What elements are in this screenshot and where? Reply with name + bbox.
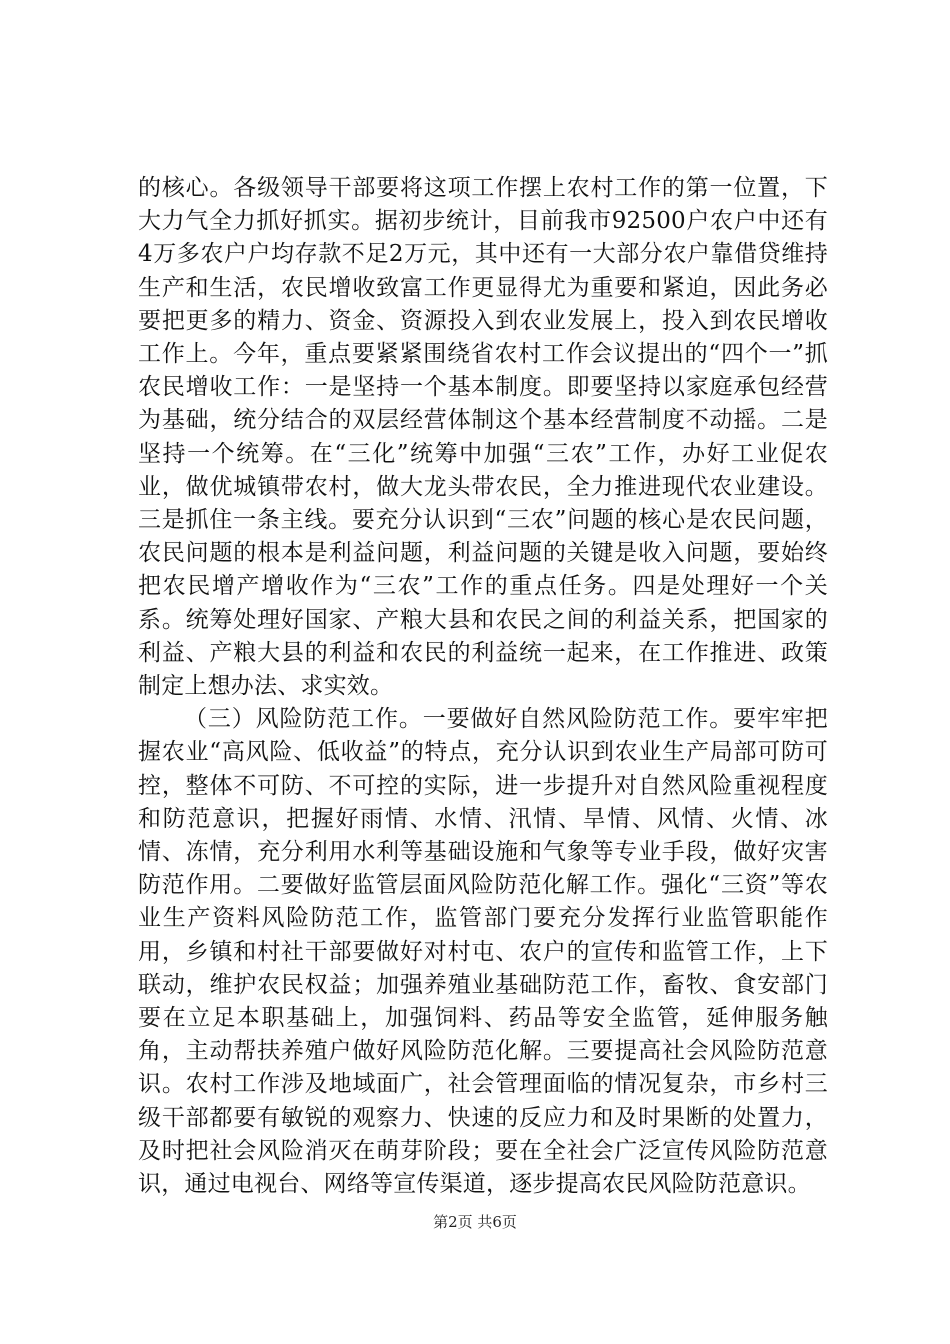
paragraph-continuation: 的核心。各级领导干部要将这项工作摆上农村工作的第一位置，下大力气全力抓好抓实。据初步统计，目前我市92500户农户中还有4万多农户户均存款不足2万元，其中还有一大部分农户靠借贷维持生产和生活，农民增收致富工作更显得尤为重要和紧迫，因此务必要把更多的精力、资金、资源投入到农业发展上，投入到农民增收工作上。今年，重点要紧紧围绕省农村工作会议提出的“四个一”抓农民增收工作：一是坚持一个基本制度。即要坚持以家庭承包经营为基础，统分结合的双层经营体制这个基本经营制度不动摇。二是坚持一个统筹。在“三化”统筹中加强“三农”工作，办好工业促农业，做优城镇带农村，做大龙头带农民，全力推进现代农业建设。三是抓住一条主线。要充分认识到“三农”问题的核心是农民问题，农民问题的根本是利益问题，利益问题的关键是收入问题，要始终把农民增产增收作为“三农”工作的重点任务。四是处理好一个关系。统筹处理好国家、产粮大县和农民之间的利益关系，把国家的利益、产粮大县的利益和农民的利益统一起来，在工作推进、政策制定上想办法、求实效。 bbox=[138, 175, 828, 700]
document-body bbox=[138, 172, 828, 1201]
page-number-footer: 第2页 共6页 bbox=[433, 1213, 517, 1231]
paragraph-risk-prevention: （三）风险防范工作。一要做好自然风险防范工作。要牢牢把握农业“高风险、低收益”的特点，充分认识到农业生产局部可防可控，整体不可防、不可控的实际，进一步提升对自然风险重视程度和防范意识，把握好雨情、水情、汛情、旱情、风情、火情、冰情、冻情，充分利用水利等基础设施和气象等专业手段，做好灾害防范作用。二要做好监管层面风险防范化解工作。强化“三资”等农业生产资料风险防范工作，监管部门要充分发挥行业监管职能作用，乡镇和村社干部要做好对村屯、农户的宣传和监管工作，上下联动，维护农民权益；加强养殖业基础防范工作，畜牧、食安部门要在立足本职基础上，加强饲料、药品等安全监管，延伸服务触角，主动帮扶养殖户做好风险防范化解。三要提高社会风险防范意识。农村工作涉及地域面广，社会管理面临的情况复杂，市乡村三级干部都要有敏锐的观察力、快速的反应力和及时果断的处置力，及时把社会风险消灭在萌芽阶段；要在全社会广泛宣传风险防范意识，通过电视台、网络等宣传渠道，逐步提高农民风险防范意识。 bbox=[138, 706, 828, 1198]
